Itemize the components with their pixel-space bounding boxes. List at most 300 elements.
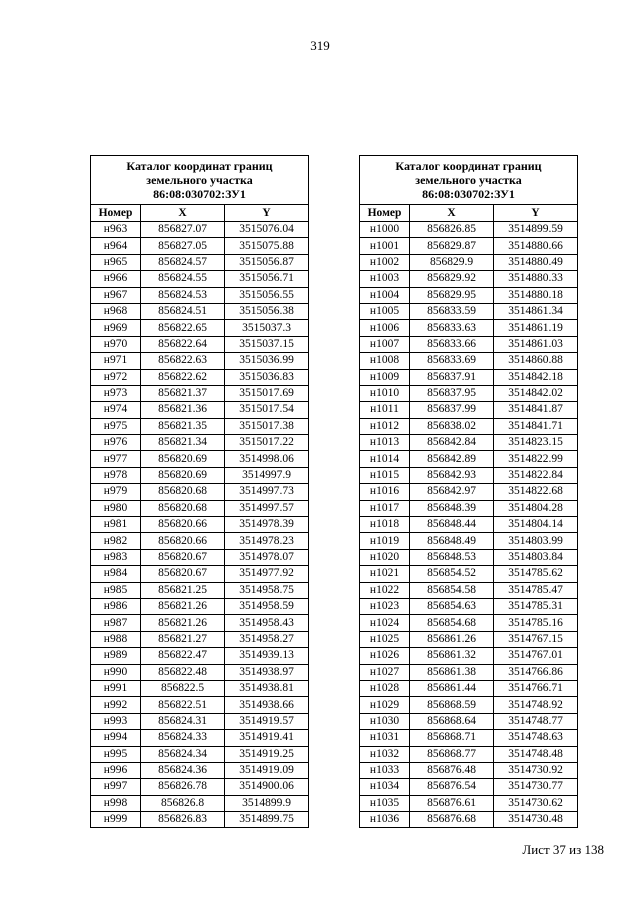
- table-title-line: Каталог координат границ: [395, 159, 542, 173]
- y-coordinate-cell: 3514958.43: [225, 615, 309, 631]
- x-coordinate-cell: 856822.48: [141, 664, 225, 680]
- x-coordinate-cell: 856833.66: [410, 336, 494, 352]
- table-row: [360, 451, 578, 467]
- table-row: [360, 353, 578, 369]
- table-row: [360, 238, 578, 254]
- table-row: [360, 254, 578, 270]
- x-coordinate-cell: 856822.51: [141, 697, 225, 713]
- table-row: [360, 795, 578, 811]
- point-number-cell: н1016: [360, 484, 410, 500]
- sheet-label: Лист 37 из 138: [522, 842, 604, 857]
- y-coordinate-cell: 3514823.15: [494, 435, 578, 451]
- point-number-cell: н1036: [360, 812, 410, 828]
- table-row: [360, 385, 578, 401]
- y-coordinate-cell: 3515056.87: [225, 254, 309, 270]
- table-row: [360, 582, 578, 598]
- table-row: [360, 418, 578, 434]
- table-row: [360, 517, 578, 533]
- table-row: [91, 648, 309, 664]
- x-coordinate-cell: 856824.55: [141, 271, 225, 287]
- y-coordinate-cell: 3514730.77: [494, 779, 578, 795]
- y-coordinate-cell: 3515036.99: [225, 353, 309, 369]
- y-coordinate-cell: 3514767.01: [494, 648, 578, 664]
- column-header-y: Y: [494, 205, 578, 222]
- x-coordinate-cell: 856824.31: [141, 713, 225, 729]
- y-coordinate-cell: 3514997.73: [225, 484, 309, 500]
- x-coordinate-cell: 856848.39: [410, 500, 494, 516]
- y-coordinate-cell: 3514899.75: [225, 812, 309, 828]
- x-coordinate-cell: 856822.64: [141, 336, 225, 352]
- x-coordinate-cell: 856837.99: [410, 402, 494, 418]
- y-coordinate-cell: 3514748.92: [494, 697, 578, 713]
- y-coordinate-cell: 3514939.13: [225, 648, 309, 664]
- table-row: [360, 435, 578, 451]
- y-coordinate-cell: 3514785.31: [494, 598, 578, 614]
- y-coordinate-cell: 3514978.23: [225, 533, 309, 549]
- x-coordinate-cell: 856822.63: [141, 353, 225, 369]
- y-coordinate-cell: 3514803.99: [494, 533, 578, 549]
- point-number-cell: н999: [91, 812, 141, 828]
- y-coordinate-cell: 3515017.54: [225, 402, 309, 418]
- x-coordinate-cell: 856822.65: [141, 320, 225, 336]
- y-coordinate-cell: 3515037.15: [225, 336, 309, 352]
- y-coordinate-cell: 3514938.66: [225, 697, 309, 713]
- x-coordinate-cell: 856829.92: [410, 271, 494, 287]
- table-row: [91, 303, 309, 319]
- table-row: [91, 402, 309, 418]
- x-coordinate-cell: 856854.68: [410, 615, 494, 631]
- y-coordinate-cell: 3514880.49: [494, 254, 578, 270]
- y-coordinate-cell: 3515037.3: [225, 320, 309, 336]
- x-coordinate-cell: 856826.85: [410, 222, 494, 238]
- table-title: [91, 156, 309, 205]
- point-number-cell: н998: [91, 795, 141, 811]
- point-number-cell: н993: [91, 713, 141, 729]
- y-coordinate-cell: 3514785.16: [494, 615, 578, 631]
- y-coordinate-cell: 3514919.09: [225, 762, 309, 778]
- x-coordinate-cell: 856861.32: [410, 648, 494, 664]
- y-coordinate-cell: 3514958.75: [225, 582, 309, 598]
- y-coordinate-cell: 3515056.38: [225, 303, 309, 319]
- y-coordinate-cell: 3514977.92: [225, 566, 309, 582]
- y-coordinate-cell: 3514842.02: [494, 385, 578, 401]
- x-coordinate-cell: 856821.37: [141, 385, 225, 401]
- y-coordinate-cell: 3514900.06: [225, 779, 309, 795]
- table-row: [91, 353, 309, 369]
- point-number-cell: н1005: [360, 303, 410, 319]
- y-coordinate-cell: 3514841.71: [494, 418, 578, 434]
- table-row: [91, 467, 309, 483]
- table-row: [91, 779, 309, 795]
- point-number-cell: н971: [91, 353, 141, 369]
- y-coordinate-cell: 3515056.71: [225, 271, 309, 287]
- point-number-cell: н979: [91, 484, 141, 500]
- x-coordinate-cell: 856821.34: [141, 435, 225, 451]
- point-number-cell: н975: [91, 418, 141, 434]
- y-coordinate-cell: 3514938.97: [225, 664, 309, 680]
- table-row: [91, 680, 309, 696]
- y-coordinate-cell: 3515017.22: [225, 435, 309, 451]
- x-coordinate-cell: 856854.63: [410, 598, 494, 614]
- table-row: [360, 566, 578, 582]
- x-coordinate-cell: 856842.89: [410, 451, 494, 467]
- point-number-cell: н969: [91, 320, 141, 336]
- x-coordinate-cell: 856824.57: [141, 254, 225, 270]
- table-body: [91, 222, 309, 828]
- table-body: [360, 222, 578, 828]
- table-row: [360, 303, 578, 319]
- table-row: [360, 730, 578, 746]
- table-row: [360, 287, 578, 303]
- y-coordinate-cell: 3514880.18: [494, 287, 578, 303]
- point-number-cell: н1028: [360, 680, 410, 696]
- y-coordinate-cell: 3514767.15: [494, 631, 578, 647]
- table-row: [91, 369, 309, 385]
- y-coordinate-cell: 3514804.28: [494, 500, 578, 516]
- y-coordinate-cell: 3514785.62: [494, 566, 578, 582]
- y-coordinate-cell: 3514919.25: [225, 746, 309, 762]
- y-coordinate-cell: 3514861.34: [494, 303, 578, 319]
- y-coordinate-cell: 3514841.87: [494, 402, 578, 418]
- x-coordinate-cell: 856822.47: [141, 648, 225, 664]
- point-number-cell: н1026: [360, 648, 410, 664]
- table-row: [91, 385, 309, 401]
- x-coordinate-cell: 856868.71: [410, 730, 494, 746]
- x-coordinate-cell: 856829.87: [410, 238, 494, 254]
- table-row: [91, 533, 309, 549]
- table-row: [360, 680, 578, 696]
- table-row: [360, 615, 578, 631]
- y-coordinate-cell: 3514803.84: [494, 549, 578, 565]
- table-title-line: земельного участка: [146, 173, 253, 187]
- y-coordinate-cell: 3514938.81: [225, 680, 309, 696]
- x-coordinate-cell: 856821.36: [141, 402, 225, 418]
- point-number-cell: н996: [91, 762, 141, 778]
- x-coordinate-cell: 856868.59: [410, 697, 494, 713]
- table-row: [91, 549, 309, 565]
- y-coordinate-cell: 3514998.06: [225, 451, 309, 467]
- x-coordinate-cell: 856842.97: [410, 484, 494, 500]
- table-row: [360, 484, 578, 500]
- y-coordinate-cell: 3514978.07: [225, 549, 309, 565]
- table-row: [360, 746, 578, 762]
- x-coordinate-cell: 856821.25: [141, 582, 225, 598]
- point-number-cell: н1034: [360, 779, 410, 795]
- point-number-cell: н989: [91, 648, 141, 664]
- table-row: [360, 664, 578, 680]
- y-coordinate-cell: 3514899.9: [225, 795, 309, 811]
- point-number-cell: н1014: [360, 451, 410, 467]
- y-coordinate-cell: 3514822.84: [494, 467, 578, 483]
- x-coordinate-cell: 856848.44: [410, 517, 494, 533]
- y-coordinate-cell: 3514730.62: [494, 795, 578, 811]
- point-number-cell: н992: [91, 697, 141, 713]
- y-coordinate-cell: 3515075.88: [225, 238, 309, 254]
- table-row: [360, 271, 578, 287]
- point-number-cell: н982: [91, 533, 141, 549]
- point-number-cell: н984: [91, 566, 141, 582]
- y-coordinate-cell: 3514804.14: [494, 517, 578, 533]
- table-row: [91, 582, 309, 598]
- point-number-cell: н1031: [360, 730, 410, 746]
- x-coordinate-cell: 856820.67: [141, 566, 225, 582]
- table-row: [91, 222, 309, 238]
- point-number-cell: н1012: [360, 418, 410, 434]
- x-coordinate-cell: 856876.54: [410, 779, 494, 795]
- x-coordinate-cell: 856854.58: [410, 582, 494, 598]
- x-coordinate-cell: 856848.53: [410, 549, 494, 565]
- x-coordinate-cell: 856821.26: [141, 598, 225, 614]
- table-row: [360, 598, 578, 614]
- table-row: [360, 812, 578, 828]
- x-coordinate-cell: 856876.68: [410, 812, 494, 828]
- table-row: [91, 812, 309, 828]
- point-number-cell: н968: [91, 303, 141, 319]
- point-number-cell: н1022: [360, 582, 410, 598]
- x-coordinate-cell: 856824.34: [141, 746, 225, 762]
- x-coordinate-cell: 856824.53: [141, 287, 225, 303]
- y-coordinate-cell: 3514861.03: [494, 336, 578, 352]
- point-number-cell: н1003: [360, 271, 410, 287]
- table-row: [91, 287, 309, 303]
- x-coordinate-cell: 856827.07: [141, 222, 225, 238]
- x-coordinate-cell: 856861.44: [410, 680, 494, 696]
- table-row: [91, 484, 309, 500]
- y-coordinate-cell: 3514766.71: [494, 680, 578, 696]
- table-row: [91, 795, 309, 811]
- x-coordinate-cell: 856833.69: [410, 353, 494, 369]
- page-number: 319: [310, 38, 330, 53]
- x-coordinate-cell: 856821.35: [141, 418, 225, 434]
- point-number-cell: н1021: [360, 566, 410, 582]
- column-header-number: Номер: [360, 205, 410, 222]
- x-coordinate-cell: 856868.77: [410, 746, 494, 762]
- table-row: [91, 713, 309, 729]
- y-coordinate-cell: 3514785.47: [494, 582, 578, 598]
- y-coordinate-cell: 3515076.04: [225, 222, 309, 238]
- y-coordinate-cell: 3514822.99: [494, 451, 578, 467]
- point-number-cell: н994: [91, 730, 141, 746]
- point-number-cell: н1011: [360, 402, 410, 418]
- x-coordinate-cell: 856820.66: [141, 517, 225, 533]
- table-row: [91, 615, 309, 631]
- x-coordinate-cell: 856821.26: [141, 615, 225, 631]
- table-row: [91, 631, 309, 647]
- x-coordinate-cell: 856826.8: [141, 795, 225, 811]
- point-number-cell: н1015: [360, 467, 410, 483]
- point-number-cell: н1018: [360, 517, 410, 533]
- table-row: [360, 336, 578, 352]
- table-title-line: 86:08:030702:ЗУ1: [422, 187, 515, 201]
- table-row: [91, 320, 309, 336]
- point-number-cell: н1025: [360, 631, 410, 647]
- table-row: [360, 713, 578, 729]
- y-coordinate-cell: 3514748.63: [494, 730, 578, 746]
- point-number-cell: н1009: [360, 369, 410, 385]
- point-number-cell: н1017: [360, 500, 410, 516]
- x-coordinate-cell: 856822.62: [141, 369, 225, 385]
- x-coordinate-cell: 856820.69: [141, 451, 225, 467]
- table-row: [91, 271, 309, 287]
- point-number-cell: н983: [91, 549, 141, 565]
- table-row: [91, 451, 309, 467]
- x-coordinate-cell: 856854.52: [410, 566, 494, 582]
- y-coordinate-cell: 3514997.57: [225, 500, 309, 516]
- point-number-cell: н976: [91, 435, 141, 451]
- point-number-cell: н1006: [360, 320, 410, 336]
- y-coordinate-cell: 3514860.88: [494, 353, 578, 369]
- table-row: [360, 762, 578, 778]
- x-coordinate-cell: 856842.93: [410, 467, 494, 483]
- table-row: [91, 697, 309, 713]
- point-number-cell: н1024: [360, 615, 410, 631]
- x-coordinate-cell: 856861.38: [410, 664, 494, 680]
- point-number-cell: н972: [91, 369, 141, 385]
- x-coordinate-cell: 856827.05: [141, 238, 225, 254]
- table-title: [360, 156, 578, 205]
- y-coordinate-cell: 3514861.19: [494, 320, 578, 336]
- x-coordinate-cell: 856833.63: [410, 320, 494, 336]
- point-number-cell: н965: [91, 254, 141, 270]
- coordinate-table-right: [359, 155, 578, 828]
- x-coordinate-cell: 856820.66: [141, 533, 225, 549]
- y-coordinate-cell: 3514899.59: [494, 222, 578, 238]
- y-coordinate-cell: 3514822.68: [494, 484, 578, 500]
- point-number-cell: н997: [91, 779, 141, 795]
- point-number-cell: н988: [91, 631, 141, 647]
- y-coordinate-cell: 3514766.86: [494, 664, 578, 680]
- x-coordinate-cell: 856833.59: [410, 303, 494, 319]
- coordinate-table-left: [90, 155, 309, 828]
- x-coordinate-cell: 856824.51: [141, 303, 225, 319]
- x-coordinate-cell: 856820.68: [141, 484, 225, 500]
- x-coordinate-cell: 856826.83: [141, 812, 225, 828]
- point-number-cell: н974: [91, 402, 141, 418]
- y-coordinate-cell: 3515056.55: [225, 287, 309, 303]
- y-coordinate-cell: 3515036.83: [225, 369, 309, 385]
- x-coordinate-cell: 856822.5: [141, 680, 225, 696]
- table-row: [360, 549, 578, 565]
- table-row: [91, 418, 309, 434]
- table-row: [360, 533, 578, 549]
- point-number-cell: н1010: [360, 385, 410, 401]
- point-number-cell: н985: [91, 582, 141, 598]
- table-row: [91, 746, 309, 762]
- x-coordinate-cell: 856838.02: [410, 418, 494, 434]
- table-row: [360, 320, 578, 336]
- x-coordinate-cell: 856876.61: [410, 795, 494, 811]
- y-coordinate-cell: 3514748.77: [494, 713, 578, 729]
- y-coordinate-cell: 3515017.69: [225, 385, 309, 401]
- point-number-cell: н978: [91, 467, 141, 483]
- table-row: [360, 467, 578, 483]
- x-coordinate-cell: 856837.91: [410, 369, 494, 385]
- point-number-cell: н1027: [360, 664, 410, 680]
- y-coordinate-cell: 3514978.39: [225, 517, 309, 533]
- point-number-cell: н1013: [360, 435, 410, 451]
- point-number-cell: н990: [91, 664, 141, 680]
- point-number-cell: н1019: [360, 533, 410, 549]
- x-coordinate-cell: 856861.26: [410, 631, 494, 647]
- column-header-x: X: [410, 205, 494, 222]
- y-coordinate-cell: 3514919.41: [225, 730, 309, 746]
- y-coordinate-cell: 3514958.27: [225, 631, 309, 647]
- x-coordinate-cell: 856848.49: [410, 533, 494, 549]
- point-number-cell: н1004: [360, 287, 410, 303]
- point-number-cell: н1029: [360, 697, 410, 713]
- point-number-cell: н964: [91, 238, 141, 254]
- table-row: [360, 402, 578, 418]
- column-header-x: X: [141, 205, 225, 222]
- table-row: [91, 500, 309, 516]
- x-coordinate-cell: 856829.95: [410, 287, 494, 303]
- table-row: [91, 598, 309, 614]
- table-row: [91, 566, 309, 582]
- point-number-cell: н1035: [360, 795, 410, 811]
- point-number-cell: н1007: [360, 336, 410, 352]
- y-coordinate-cell: 3514997.9: [225, 467, 309, 483]
- y-coordinate-cell: 3514958.59: [225, 598, 309, 614]
- table-row: [91, 664, 309, 680]
- x-coordinate-cell: 856820.67: [141, 549, 225, 565]
- table-title-line: земельного участка: [415, 173, 522, 187]
- point-number-cell: н1008: [360, 353, 410, 369]
- table-row: [91, 517, 309, 533]
- column-header-y: Y: [225, 205, 309, 222]
- y-coordinate-cell: 3514880.33: [494, 271, 578, 287]
- x-coordinate-cell: 856820.69: [141, 467, 225, 483]
- table-row: [91, 730, 309, 746]
- point-number-cell: н987: [91, 615, 141, 631]
- table-row: [91, 238, 309, 254]
- point-number-cell: н1002: [360, 254, 410, 270]
- x-coordinate-cell: 856821.27: [141, 631, 225, 647]
- table-row: [360, 631, 578, 647]
- x-coordinate-cell: 856876.48: [410, 762, 494, 778]
- point-number-cell: н977: [91, 451, 141, 467]
- point-number-cell: н995: [91, 746, 141, 762]
- y-coordinate-cell: 3514880.66: [494, 238, 578, 254]
- y-coordinate-cell: 3515017.38: [225, 418, 309, 434]
- point-number-cell: н991: [91, 680, 141, 696]
- point-number-cell: н1033: [360, 762, 410, 778]
- table-row: [91, 762, 309, 778]
- x-coordinate-cell: 856824.36: [141, 762, 225, 778]
- x-coordinate-cell: 856824.33: [141, 730, 225, 746]
- point-number-cell: н970: [91, 336, 141, 352]
- y-coordinate-cell: 3514919.57: [225, 713, 309, 729]
- y-coordinate-cell: 3514842.18: [494, 369, 578, 385]
- point-number-cell: н980: [91, 500, 141, 516]
- point-number-cell: н1020: [360, 549, 410, 565]
- point-number-cell: н1030: [360, 713, 410, 729]
- point-number-cell: н1032: [360, 746, 410, 762]
- y-coordinate-cell: 3514730.92: [494, 762, 578, 778]
- point-number-cell: н966: [91, 271, 141, 287]
- table-row: [91, 435, 309, 451]
- x-coordinate-cell: 856820.68: [141, 500, 225, 516]
- point-number-cell: н963: [91, 222, 141, 238]
- table-row: [360, 369, 578, 385]
- table-row: [360, 500, 578, 516]
- x-coordinate-cell: 856829.9: [410, 254, 494, 270]
- table-title-line: Каталог координат границ: [126, 159, 273, 173]
- x-coordinate-cell: 856826.78: [141, 779, 225, 795]
- table-row: [91, 336, 309, 352]
- table-row: [360, 648, 578, 664]
- point-number-cell: н1000: [360, 222, 410, 238]
- point-number-cell: н981: [91, 517, 141, 533]
